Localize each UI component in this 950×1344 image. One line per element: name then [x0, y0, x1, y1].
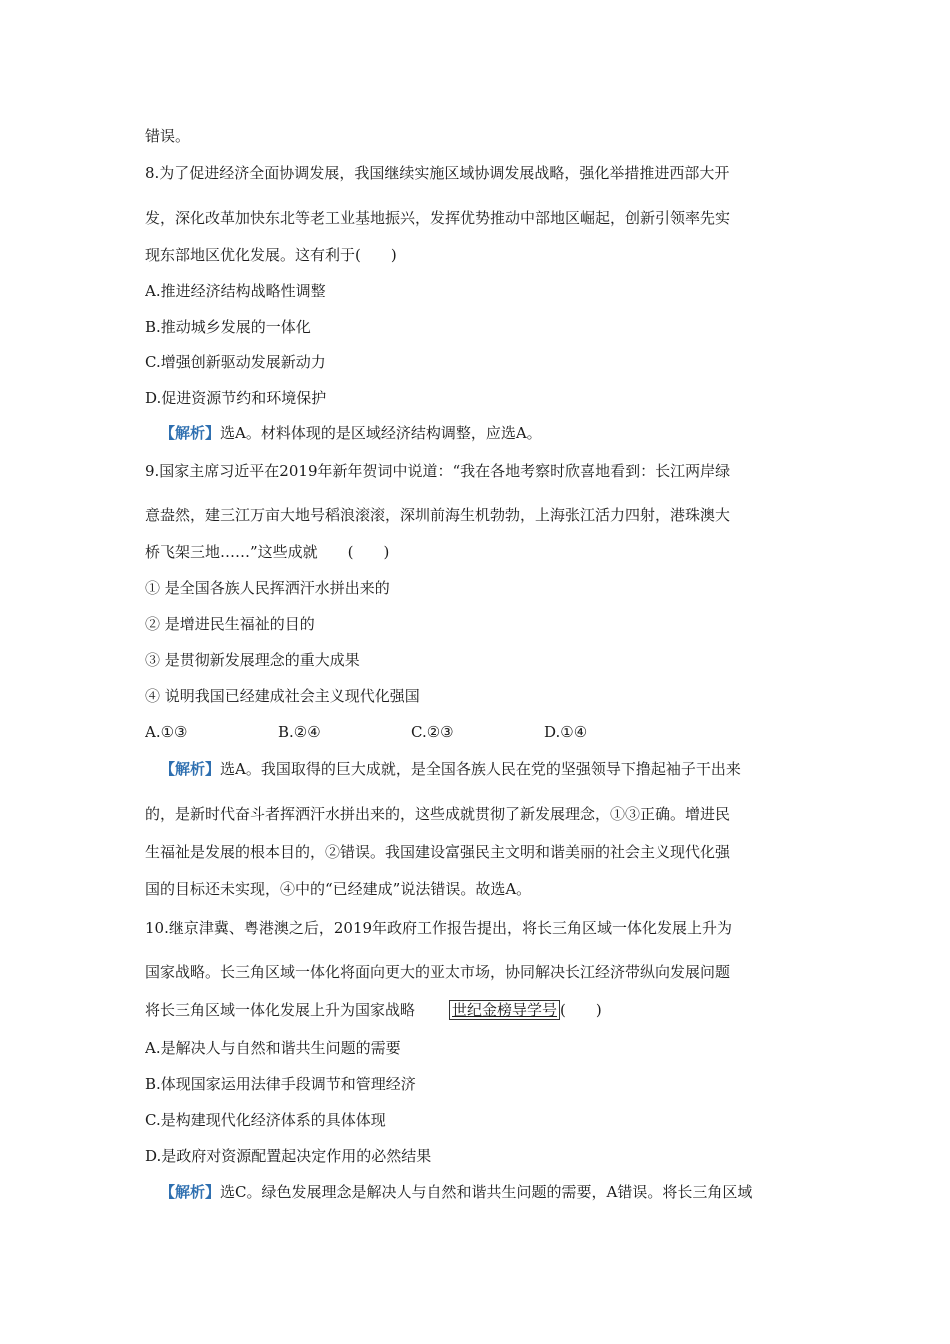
- option-c: C.是构建现代化经济体系的具体体现: [145, 1111, 386, 1129]
- text-line: 国的目标还未实现，④中的“已经建成”说法错误。故选A。: [145, 880, 532, 898]
- text-line: 发，深化改革加快东北等老工业基地振兴，发挥优势推动中部地区崛起，创新引领率先实: [145, 209, 731, 227]
- option-b: B.推动城乡发展的一体化: [145, 318, 311, 336]
- q9-options-row: [145, 721, 815, 743]
- text-line: 国家战略。长三角区域一体化将面向更大的亚太市场，协同解决长江经济带纵向发展问题: [145, 963, 731, 981]
- text-line: 生福祉是发展的根本目的，②错误。我国建设富强民主文明和谐美丽的社会主义现代化强: [145, 843, 731, 861]
- analysis-tag: 【解析】: [160, 760, 221, 778]
- question-9-stem: 9.国家主席习近平在2019年新年贺词中说道：“我在各地考察时欣喜地看到：长江两岸绿: [145, 462, 731, 480]
- analysis-text: 选A。我国取得的巨大成就，是全国各族人民在党的坚强领导下撸起袖子干出来: [220, 760, 741, 778]
- text-segment: ( ): [560, 1001, 602, 1019]
- analysis-10: [160, 1181, 815, 1203]
- q9-option-a: A.①③: [145, 723, 188, 741]
- question-10-stem: 10.继京津冀、粤港澳之后，2019年政府工作报告提出，将长三角区域一体化发展上升为: [145, 919, 733, 937]
- statement-3: ③ 是贯彻新发展理念的重大成果: [145, 651, 360, 669]
- analysis-8: [160, 422, 815, 444]
- text-line: 错误。: [145, 127, 191, 145]
- analysis-9: [160, 758, 815, 780]
- text-line: 意盎然，建三江万亩大地号稻浪滚滚，深圳前海生机勃勃，上海张江活力四射，港珠澳大: [145, 506, 731, 524]
- analysis-text: 选A。材料体现的是区域经济结构调整，应选A。: [220, 424, 542, 442]
- option-d: D.促进资源节约和环境保护: [145, 389, 327, 407]
- text-line-with-stamp: [145, 999, 815, 1021]
- option-b: B.体现国家运用法律手段调节和管理经济: [145, 1075, 416, 1093]
- analysis-tag: 【解析】: [160, 1183, 221, 1201]
- text-line: 的，是新时代奋斗者挥洒汗水拼出来的，这些成就贯彻了新发展理念，①③正确。增进民: [145, 805, 731, 823]
- option-c: C.增强创新驱动发展新动力: [145, 353, 326, 371]
- option-d: D.是政府对资源配置起决定作用的必然结果: [145, 1147, 432, 1165]
- statement-1: ① 是全国各族人民挥洒汗水拼出来的: [145, 579, 390, 597]
- q9-option-c: C.②③: [411, 723, 454, 741]
- stamp-label: 世纪金榜导学号: [449, 1000, 560, 1020]
- analysis-tag: 【解析】: [160, 424, 221, 442]
- question-8-stem: 8.为了促进经济全面协调发展，我国继续实施区域协调发展战略，强化举措推进西部大开: [145, 164, 730, 182]
- option-a: A.推进经济结构战略性调整: [145, 282, 326, 300]
- option-a: A.是解决人与自然和谐共生问题的需要: [145, 1039, 401, 1057]
- statement-2: ② 是增进民生福祉的目的: [145, 615, 315, 633]
- statement-4: ④ 说明我国已经建成社会主义现代化强国: [145, 687, 420, 705]
- q9-option-d: D.①④: [544, 723, 588, 741]
- text-line: 桥飞架三地……”这些成就 ( ): [145, 543, 390, 561]
- q9-option-b: B.②④: [278, 723, 321, 741]
- analysis-text: 选C。绿色发展理念是解决人与自然和谐共生问题的需要，A错误。将长三角区域: [220, 1183, 753, 1201]
- text-segment: 将长三角区域一体化发展上升为国家战略: [145, 1001, 416, 1019]
- text-line: 现东部地区优化发展。这有利于( ): [145, 246, 397, 264]
